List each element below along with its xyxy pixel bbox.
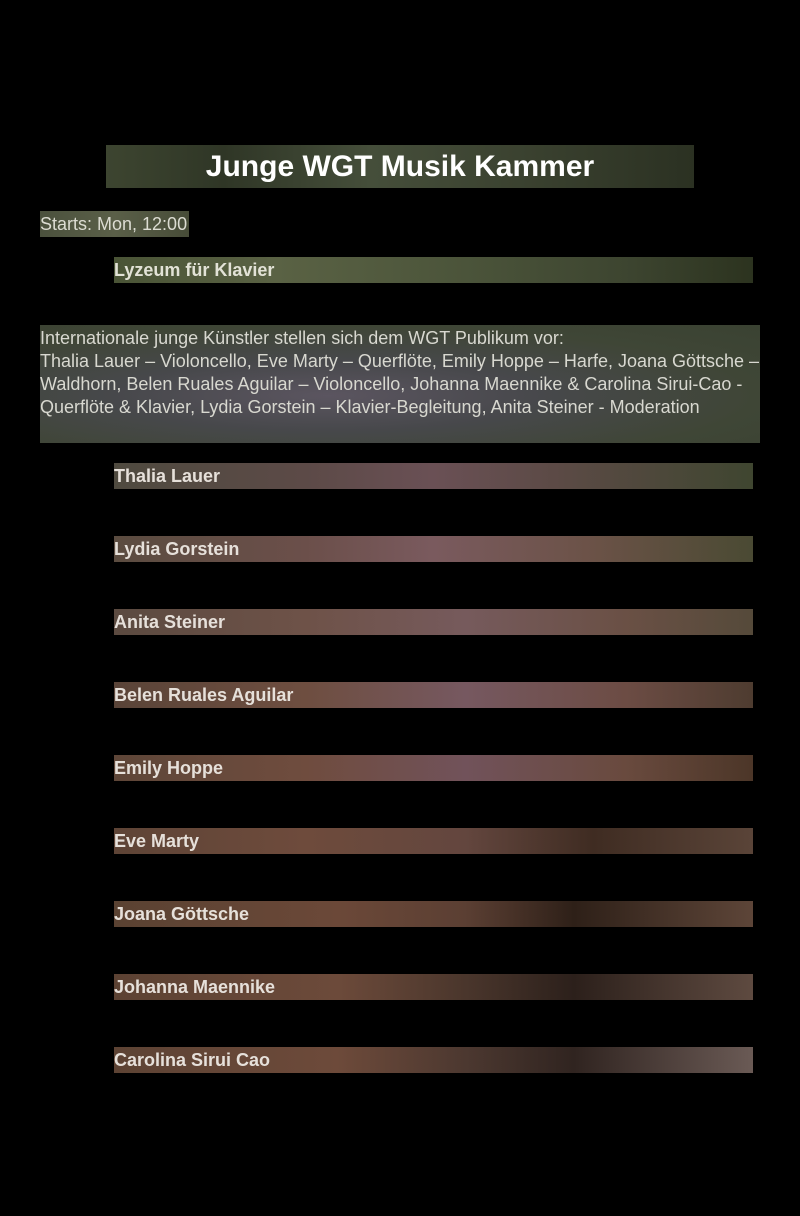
artist-link[interactable]: Lydia Gorstein (114, 536, 753, 562)
artist-link[interactable]: Thalia Lauer (114, 463, 753, 489)
artist-link[interactable]: Johanna Maennike (114, 974, 753, 1000)
event-title: Junge WGT Musik Kammer (106, 145, 694, 188)
venue-link[interactable]: Lyzeum für Klavier (114, 257, 753, 283)
artist-link[interactable]: Eve Marty (114, 828, 753, 854)
artist-link[interactable]: Carolina Sirui Cao (114, 1047, 753, 1073)
artist-link[interactable]: Joana Göttsche (114, 901, 753, 927)
event-start-time: Starts: Mon, 12:00 (40, 211, 189, 237)
description-performers: Thalia Lauer – Violoncello, Eve Marty – Querflöte, Emily Hoppe – Harfe, Joana Göttsche – Waldhorn, Belen Ruales Aguilar – Violoncello, Johanna Maennike & Carolina Sirui-Cao - Querflöte & Klavier, Lydia Gorstein – Klavier-Begleitung, Anita Steiner - Moderation (40, 351, 760, 417)
artist-link[interactable]: Anita Steiner (114, 609, 753, 635)
artist-link[interactable]: Belen Ruales Aguilar (114, 682, 753, 708)
description-intro: Internationale junge Künstler stellen sich dem WGT Publikum vor: (40, 328, 564, 348)
event-description (40, 325, 760, 443)
artist-link[interactable]: Emily Hoppe (114, 755, 753, 781)
